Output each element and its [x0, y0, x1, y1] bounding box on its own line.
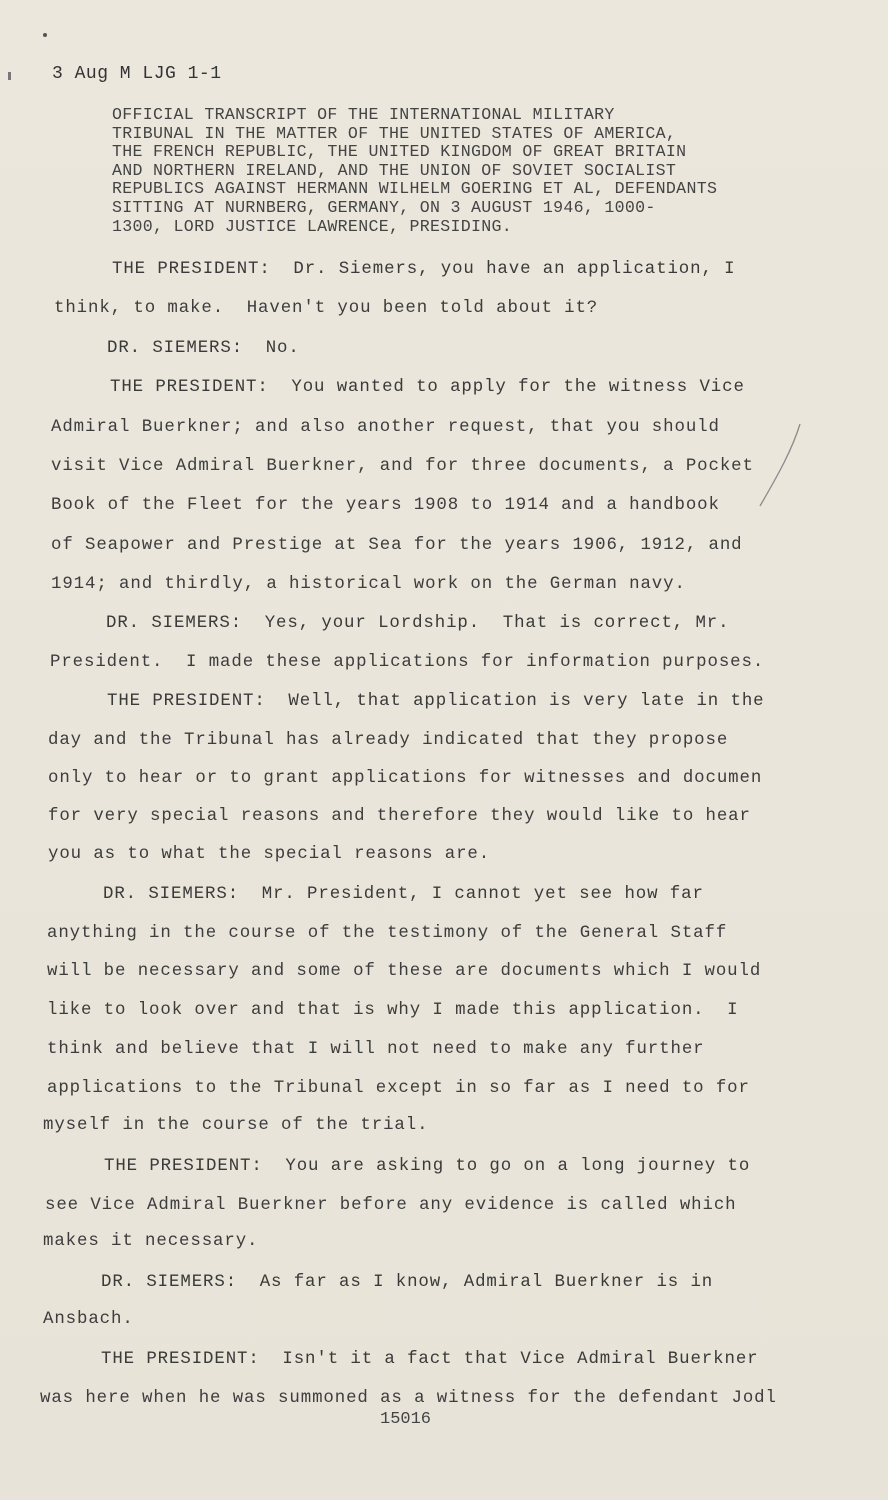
transcript-line: Book of the Fleet for the years 1908 to 1914 and a handbook	[51, 496, 720, 515]
transcript-line: will be necessary and some of these are documents which I would	[47, 962, 762, 981]
transcript-caption: OFFICIAL TRANSCRIPT OF THE INTERNATIONAL MILITARY TRIBUNAL IN THE MATTER OF THE UNITED STATES OF AMERICA, THE FRENCH REPUBLIC, THE UNITED KINGDOM OF GREAT BRITAIN AND NORTHERN IRELAND, AND THE UNION OF SOVIET SOCIALIST REPUBLICS AGAINST HERMANN WILHELM GOERING ET AL, DEFENDANTS SITTING AT NURNBERG, GERMANY, ON 3 AUGUST 1946, 1000- 1300, LORD JUSTICE LAWRENCE, PRESIDING.	[112, 105, 718, 236]
transcript-line: DR. SIEMERS: As far as I know, Admiral Buerkner is in	[101, 1273, 714, 1292]
transcript-line: think and believe that I will not need to make any further	[47, 1040, 705, 1059]
margin-tick	[8, 72, 11, 80]
transcript-line: you as to what the special reasons are.	[48, 845, 491, 864]
transcript-line: makes it necessary.	[43, 1232, 259, 1251]
transcript-line: only to hear or to grant applications for witnesses and documen	[48, 769, 763, 788]
transcript-line: was here when he was summoned as a witness for the defendant Jodl	[40, 1389, 777, 1408]
transcript-line: DR. SIEMERS: Mr. President, I cannot yet see how far	[103, 885, 704, 904]
transcript-line: President. I made these applications for information purposes.	[50, 653, 765, 672]
transcript-line: like to look over and that is why I made this application. I	[47, 1001, 739, 1020]
transcript-line: think, to make. Haven't you been told about it?	[54, 299, 599, 318]
transcript-line: applications to the Tribunal except in so far as I need to for	[47, 1079, 750, 1098]
transcript-line: DR. SIEMERS: No.	[107, 339, 300, 358]
transcript-line: anything in the course of the testimony of the General Staff	[47, 924, 728, 943]
transcript-line: myself in the course of the trial.	[43, 1116, 429, 1135]
transcript-line: of Seapower and Prestige at Sea for the years 1906, 1912, and	[51, 536, 743, 555]
pencil-mark	[756, 420, 806, 510]
transcript-line: visit Vice Admiral Buerkner, and for three documents, a Pocket	[51, 457, 754, 476]
transcript-line: THE PRESIDENT: Dr. Siemers, you have an application, I	[112, 260, 736, 279]
transcript-line: DR. SIEMERS: Yes, your Lordship. That is correct, Mr.	[106, 614, 730, 633]
transcript-line: Ansbach.	[43, 1310, 134, 1329]
transcript-line: Admiral Buerkner; and also another request, that you should	[51, 418, 720, 437]
transcript-line: THE PRESIDENT: Isn't it a fact that Vice Admiral Buerkner	[101, 1350, 759, 1369]
transcript-line: see Vice Admiral Buerkner before any evidence is called which	[45, 1196, 737, 1215]
page-number: 15016	[380, 1410, 432, 1429]
transcript-line: day and the Tribunal has already indicated that they propose	[48, 731, 729, 750]
document-id: 3 Aug M LJG 1-1	[52, 64, 222, 84]
transcript-line: THE PRESIDENT: Well, that application is very late in the	[107, 692, 765, 711]
margin-dot	[43, 33, 47, 37]
transcript-line: THE PRESIDENT: You are asking to go on a long journey to	[104, 1157, 751, 1176]
transcript-line: THE PRESIDENT: You wanted to apply for the witness Vice	[110, 378, 745, 397]
transcript-line: for very special reasons and therefore they would like to hear	[48, 807, 751, 826]
transcript-line: 1914; and thirdly, a historical work on the German navy.	[51, 575, 686, 594]
